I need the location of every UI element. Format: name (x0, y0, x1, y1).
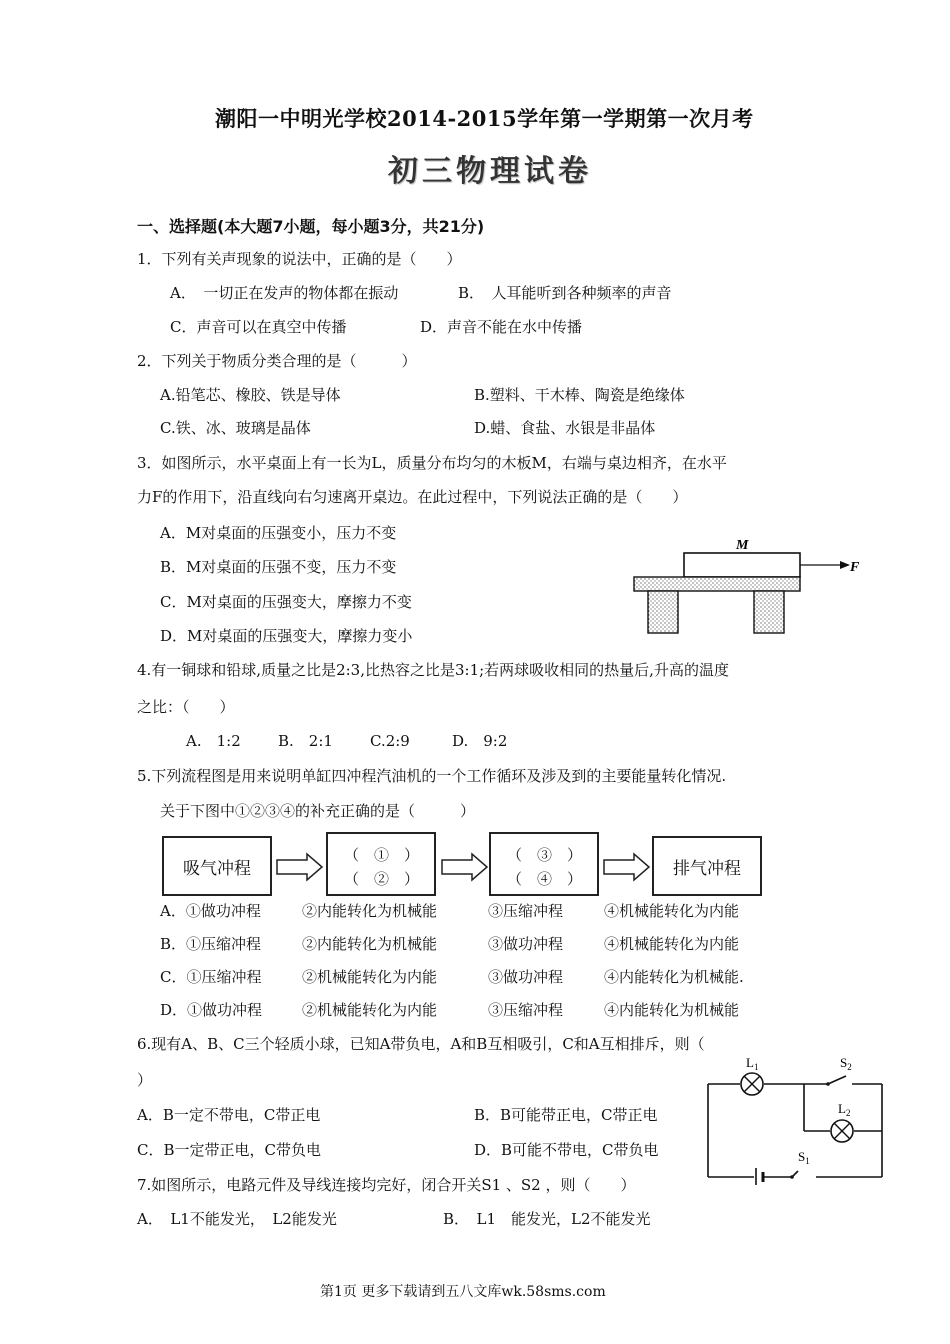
q6-option-a: A．B一定不带电，C带正电 (137, 1106, 321, 1124)
q1-option-d: D．声音不能在水中传播 (420, 318, 583, 336)
q5-option-b-4: ④机械能转化为内能 (604, 935, 740, 953)
q5-option-a-1: A．①做功冲程 (160, 902, 261, 920)
q5-option-d-1: D．①做功冲程 (160, 1001, 263, 1019)
flow-box-3-top: （ ③ ） (507, 846, 583, 864)
q5-option-c-2: ②机械能转化为内能 (302, 968, 438, 986)
q5-option-a-3: ③压缩冲程 (488, 902, 564, 920)
table-top (634, 577, 800, 591)
exam-title: 初三物理试卷 (388, 154, 592, 189)
battery-icon (756, 1168, 763, 1185)
q6-option-b: B．B可能带正电，C带正电 (474, 1106, 658, 1124)
flow-box-intake: 吸气冲程 (162, 836, 272, 896)
q1-option-a: A． 一切正在发声的物体都在振动 (170, 284, 399, 302)
q4-stem-line1: 4.有一铜球和铅球,质量之比是2:3,比热容之比是3:1;若两球吸收相同的热量后,升高的温度 (137, 661, 729, 679)
switch-s1-pivot (790, 1175, 794, 1179)
table-leg-right (754, 591, 784, 633)
force-arrow-head (840, 561, 850, 569)
q4-option-b: B. 2:1 (278, 732, 333, 750)
q5-option-c-1: C．①压缩冲程 (160, 968, 262, 986)
label-m: M (736, 538, 749, 553)
q2-option-a: A.铅笔芯、橡胶、铁是导体 (160, 386, 341, 404)
q5-option-a-2: ②内能转化为机械能 (302, 902, 438, 920)
flow-arrow-3 (602, 852, 652, 882)
q1-option-b: B． 人耳能听到各种频率的声音 (458, 284, 672, 302)
q7-stem: 7.如图所示，电路元件及导线连接均完好，闭合开关S1 、S2 ，则（ ） (137, 1176, 636, 1194)
q5-option-c-4: ④内能转化为机械能. (604, 968, 744, 986)
q5-option-d-3: ③压缩冲程 (488, 1001, 564, 1019)
label-l2: $L_2$ (838, 1101, 851, 1118)
q7-option-b: B． L1 能发光，L2不能发光 (443, 1210, 651, 1228)
table-leg-left (648, 591, 678, 633)
flow-box-3-bottom: （ ④ ） (507, 870, 583, 888)
label-s2: $S_2$ (840, 1055, 852, 1072)
q4-stem-line2: 之比：（ ） (137, 698, 235, 716)
q1-option-c: C．声音可以在真空中传播 (170, 318, 347, 336)
flow-box-exhaust: 排气冲程 (652, 836, 762, 896)
q5-option-b-1: B．①压缩冲程 (160, 935, 262, 953)
q5-option-c-3: ③做功冲程 (488, 968, 564, 986)
label-s1: $S_1$ (798, 1149, 810, 1166)
page-footer: 第1页 更多下载请到五八文库wk.58sms.com (320, 1284, 606, 1300)
q2-stem: 2．下列关于物质分类合理的是（ ） (137, 352, 417, 370)
board-m (684, 553, 800, 577)
q7-circuit-diagram (700, 1055, 890, 1185)
q6-option-c: C．B一定带正电，C带负电 (137, 1141, 321, 1159)
q2-option-b: B.塑料、干木棒、陶瓷是绝缘体 (474, 386, 685, 404)
flow-box-2 (326, 832, 436, 896)
flow-arrow-2 (440, 852, 490, 882)
q5-option-d-2: ②机械能转化为内能 (302, 1001, 438, 1019)
flow-box-3 (489, 832, 599, 896)
q3-table-figure (628, 530, 868, 638)
q4-option-a: A. 1:2 (186, 732, 241, 750)
label-l1: $L_1$ (746, 1055, 759, 1072)
q1-stem: 1．下列有关声现象的说法中，正确的是（ ） (137, 250, 462, 268)
flow-box-2-top: （ ① ） (344, 846, 420, 864)
q5-stem-line2: 关于下图中①②③④的补充正确的是（ ） (160, 802, 476, 820)
q6-stem-line1: 6.现有A、B、C三个轻质小球，已知A带负电，A和B互相吸引，C和A互相排斥，则（ (137, 1035, 705, 1053)
flow-arrow-1 (275, 852, 325, 882)
q3-stem-line2: 力F的作用下，沿直线向右匀速离开桌边。在此过程中，下列说法正确的是（ ） (137, 488, 688, 506)
q3-option-c: C．M对桌面的压强变大，摩擦力不变 (160, 593, 412, 611)
lamp-l2-icon (831, 1120, 853, 1142)
q2-option-d: D.蜡、食盐、水银是非晶体 (474, 419, 656, 437)
switch-s2-pivot (826, 1082, 830, 1086)
q5-option-a-4: ④机械能转化为内能 (604, 902, 740, 920)
lamp-l1-icon (741, 1073, 763, 1095)
q5-option-b-3: ③做功冲程 (488, 935, 564, 953)
q6-option-d: D．B可能不带电，C带负电 (474, 1141, 659, 1159)
q5-stem-line1: 5.下列流程图是用来说明单缸四冲程汽油机的一个工作循环及涉及到的主要能量转化情况. (137, 767, 727, 785)
q4-option-d: D. 9:2 (452, 732, 508, 750)
q6-stem-line2: ） (137, 1071, 153, 1089)
q5-option-b-2: ②内能转化为机械能 (302, 935, 438, 953)
flow-box-2-bottom: （ ② ） (344, 870, 420, 888)
q2-option-c: C.铁、冰、玻璃是晶体 (160, 419, 311, 437)
school-title: 潮阳一中明光学校2014-2015学年第一学期第一次月考 (215, 106, 754, 131)
q3-option-d: D．M对桌面的压强变大，摩擦力变小 (160, 627, 413, 645)
label-f: F (850, 560, 860, 575)
q5-option-d-4: ④内能转化为机械能 (604, 1001, 740, 1019)
q3-option-b: B．M对桌面的压强不变，压力不变 (160, 558, 397, 576)
q3-option-a: A．M对桌面的压强变小，压力不变 (160, 524, 397, 542)
q7-option-a: A． L1不能发光， L2能发光 (137, 1210, 337, 1228)
q4-option-c: C.2:9 (370, 732, 410, 750)
q3-stem-line1: 3．如图所示，水平桌面上有一长为L，质量分布均匀的木板M，右端与桌边相齐，在水平 (137, 454, 727, 472)
section-heading: 一、选择题(本大题7小题，每小题3分，共21分) (137, 217, 485, 236)
